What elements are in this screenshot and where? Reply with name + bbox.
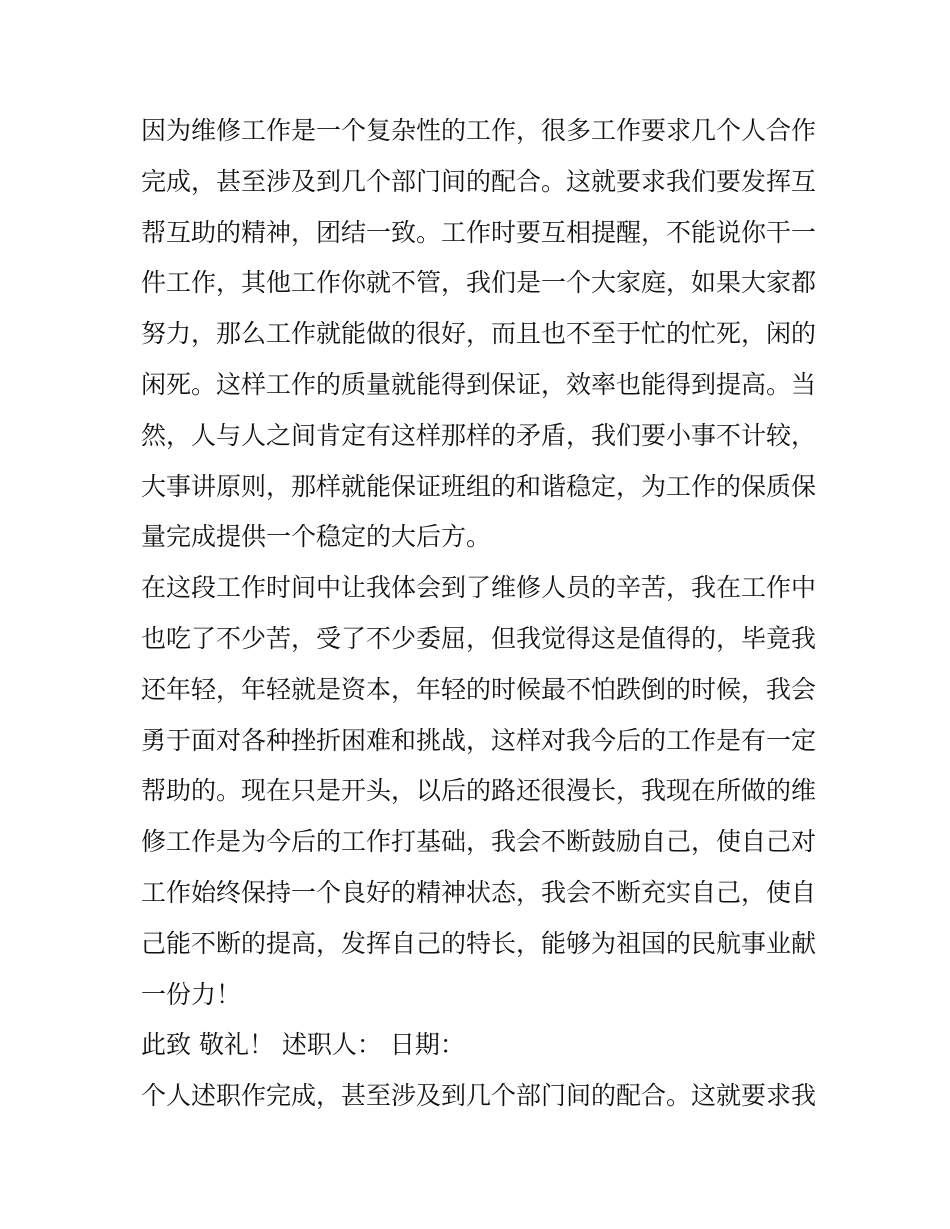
text-line-12: 还年轻，年轻就是资本，年轻的时候最不怕跌倒的时候，我会	[141, 674, 817, 704]
text-line-11: 也吃了不少苦，受了不少委屈，但我觉得这是值得的，毕竟我	[141, 623, 817, 653]
text-line-2: 完成，甚至涉及到几个部门间的配合。这就要求我们要发挥互	[141, 166, 817, 196]
text-line-10: 在这段工作时间中让我体会到了维修人员的辛苦，我在工作中	[141, 573, 817, 603]
text-line-15: 修工作是为今后的工作打基础，我会不断鼓励自己，使自己对	[141, 827, 817, 857]
text-line-13: 勇于面对各种挫折困难和挑战，这样对我今后的工作是有一定	[141, 725, 817, 755]
text-line-4: 件工作，其他工作你就不管，我们是一个大家庭，如果大家都	[141, 268, 817, 298]
text-line-14: 帮助的。现在只是开头，以后的路还很漫长，我现在所做的维	[141, 776, 817, 806]
closing-line: 此致 敬礼！ 述职人： 日期：	[141, 1030, 465, 1060]
text-line-3: 帮互助的精神，团结一致。工作时要互相提醒，不能说你干一	[141, 217, 817, 247]
document-body	[141, 106, 821, 1122]
text-line-1: 因为维修工作是一个复杂性的工作，很多工作要求几个人合作	[141, 116, 817, 145]
text-line-6: 闲死。这样工作的质量就能得到保证，效率也能得到提高。当	[141, 369, 817, 399]
text-line-20: 个人述职作完成，甚至涉及到几个部门间的配合。这就要求我	[141, 1081, 817, 1111]
text-line-5: 努力，那么工作就能做的很好，而且也不至于忙的忙死，闲的	[141, 319, 817, 349]
text-line-17: 己能不断的提高，发挥自己的特长，能够为祖国的民航事业献	[141, 928, 817, 958]
text-line-8: 大事讲原则，那样就能保证班组的和谐稳定，为工作的保质保	[141, 471, 817, 501]
text-line-16: 工作始终保持一个良好的精神状态，我会不断充实自己，使自	[141, 877, 817, 907]
text-line-18: 一份力！	[141, 979, 242, 1009]
text-line-7: 然，人与人之间肯定有这样那样的矛盾，我们要小事不计较，	[141, 420, 817, 450]
text-line-9: 量完成提供一个稳定的大后方。	[141, 522, 492, 552]
